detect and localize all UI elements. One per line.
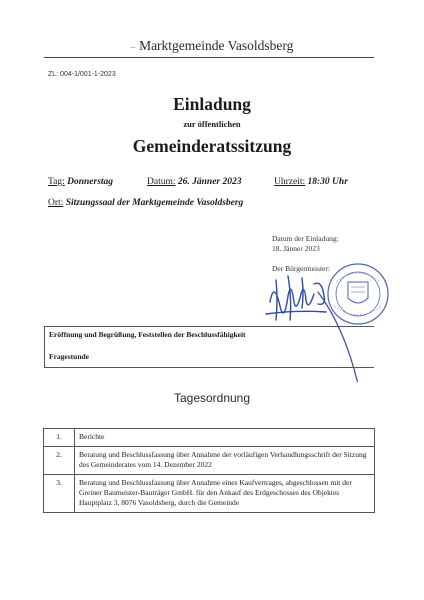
opening-box bbox=[44, 326, 374, 368]
header-divider bbox=[44, 57, 374, 58]
time-label: Uhrzeit: bbox=[274, 177, 306, 187]
meeting-time bbox=[274, 177, 348, 187]
agenda-table bbox=[43, 428, 375, 513]
invitation-date bbox=[272, 234, 339, 254]
agenda-number: 1. bbox=[44, 429, 75, 447]
invitation-date-label: Datum der Einladung: bbox=[272, 234, 339, 243]
agenda-text: Berichte bbox=[75, 429, 375, 447]
title-subtitle: zur öffentlichen bbox=[183, 119, 241, 129]
place-label: Ort: bbox=[48, 198, 64, 208]
day-value: Donnerstag bbox=[67, 177, 114, 187]
mayor-label: Der Bürgermeister: bbox=[272, 264, 330, 273]
day-label: Tag: bbox=[48, 177, 65, 187]
agenda-row bbox=[44, 429, 375, 447]
question-time-item: Fragestunde bbox=[49, 352, 89, 361]
municipality-name: Marktgemeinde Vasoldsberg bbox=[139, 38, 294, 53]
header-dash: – bbox=[130, 42, 136, 52]
time-value: 18:30 Uhr bbox=[307, 177, 348, 187]
title-einladung: Einladung bbox=[173, 94, 251, 114]
meeting-place bbox=[48, 198, 243, 208]
opening-item: Eröffnung und Begrüßung, Feststellen der Beschlussfähigkeit bbox=[49, 330, 246, 339]
official-stamp-icon bbox=[328, 264, 388, 324]
agenda-row bbox=[44, 475, 375, 513]
agenda-heading: Tagesordnung bbox=[173, 391, 251, 405]
meeting-day bbox=[48, 177, 113, 187]
date-label: Datum: bbox=[147, 177, 176, 187]
agenda-number: 3. bbox=[44, 475, 75, 513]
invitation-date-value: 18. Jänner 2023 bbox=[272, 244, 320, 253]
meeting-date bbox=[147, 177, 241, 187]
agenda-row bbox=[44, 447, 375, 475]
date-value: 26. Jänner 2023 bbox=[177, 177, 242, 187]
reference-number: ZL: 004-1/001-1-2023 bbox=[48, 71, 116, 78]
agenda-text: Beratung und Beschlussfassung über Annahme eines Kaufvertrages, abgeschlossen mit der Greiner Baumeister-Bauträger GmbH. für den Ankauf des Erdgeschosses des Objektes Hauptplatz 3, 8076 Vasoldsberg, durch die Gemeinde bbox=[75, 475, 375, 513]
place-value: Sitzungssaal der Marktgemeinde Vasoldsberg bbox=[65, 198, 244, 208]
agenda-number: 2. bbox=[44, 447, 75, 475]
agenda-text: Beratung und Beschlussfassung über Annahme der vorläufigen Verhandlungsschrift der Sitzung des Gemeinderates vom 14. Dezember 2022 bbox=[75, 447, 375, 475]
municipality-header bbox=[0, 38, 424, 54]
title-meeting: Gemeinderatssitzung bbox=[132, 136, 292, 156]
